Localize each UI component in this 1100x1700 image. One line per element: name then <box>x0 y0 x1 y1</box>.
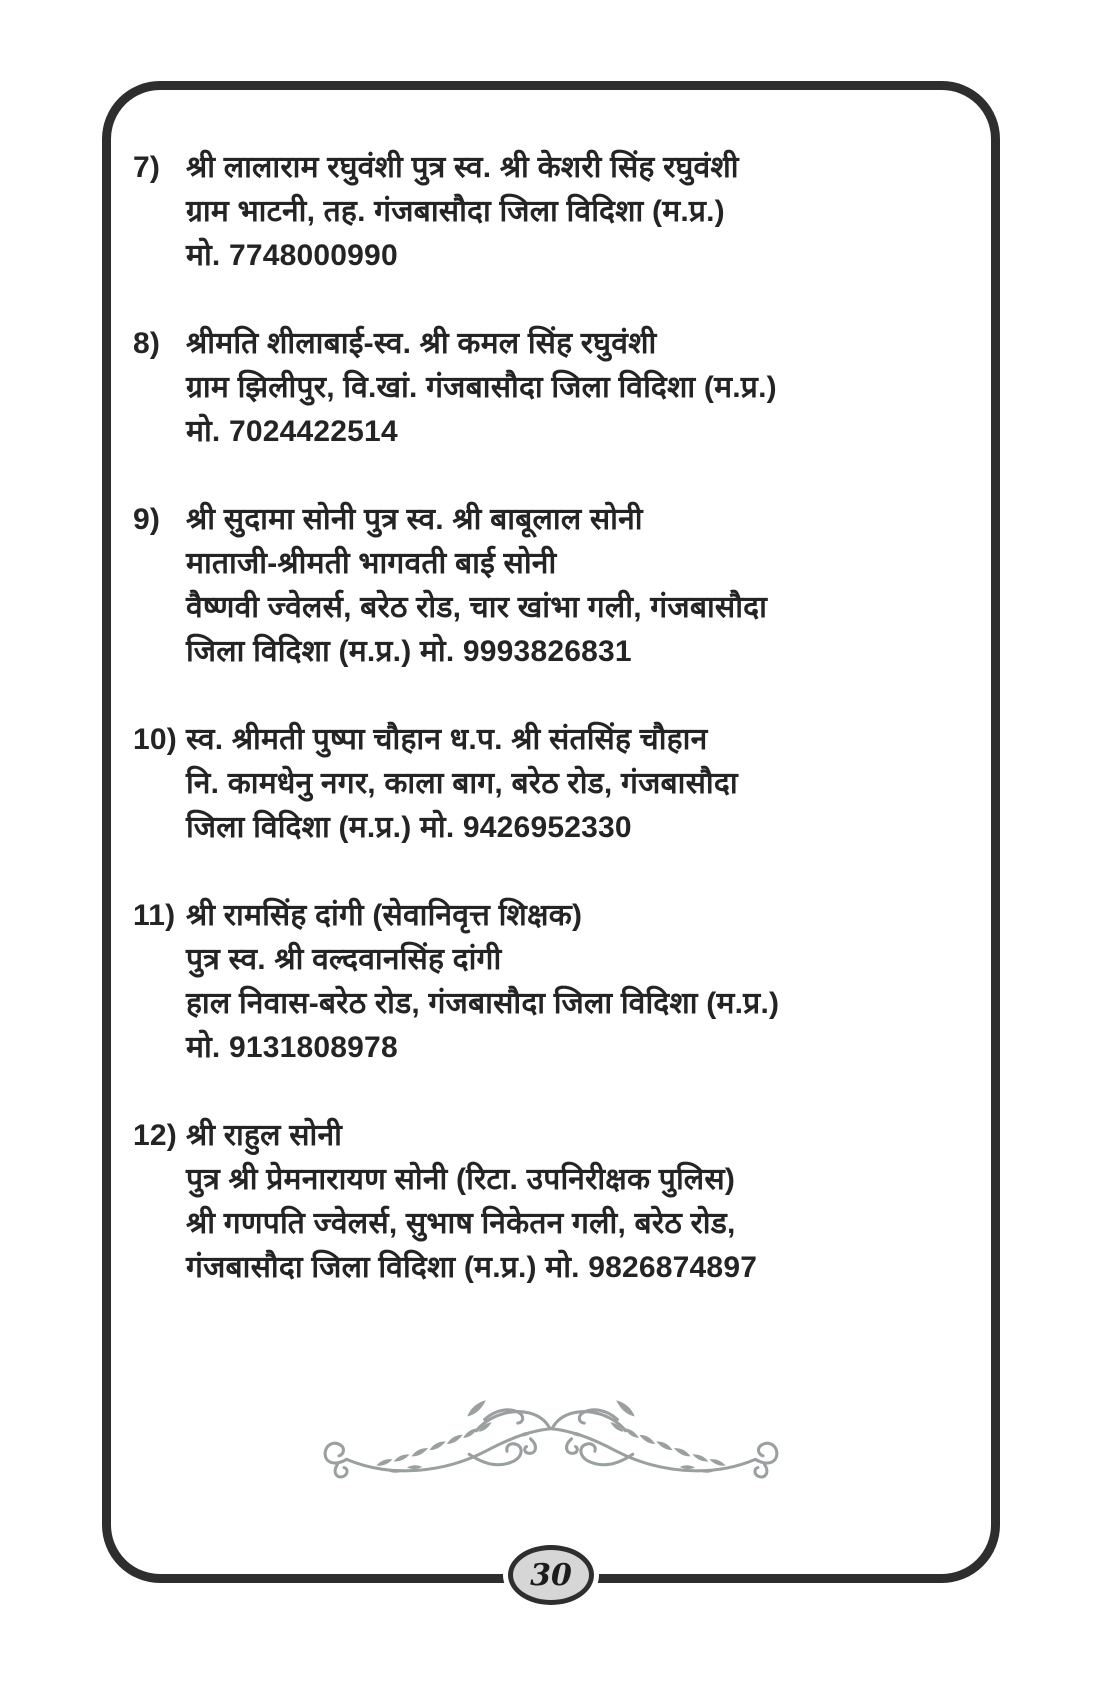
entry-line: ग्राम भाटनी, तह. गंजबासौदा जिला विदिशा (म.प्र.) <box>186 195 725 228</box>
entry-number: 11) <box>133 899 176 932</box>
entry-line: ग्राम झिलीपुर, वि.खां. गंजबासौदा जिला विदिशा (म.प्र.) <box>186 371 777 404</box>
list-item <box>133 718 977 850</box>
entry-line: श्रीमति शीलाबाई-स्व. श्री कमल सिंह रघुवंशी <box>186 327 657 360</box>
entry-line: पुत्र श्री प्रेमनारायण सोनी (रिटा. उपनिरीक्षक पुलिस) <box>186 1163 736 1196</box>
entry-text <box>186 1114 977 1290</box>
entry-line: मो. 9131808978 <box>186 1031 398 1064</box>
entry-line: वैष्णवी ज्वेलर्स, बरेठ रोड, चार खांभा गली, गंजबासौदा <box>186 591 768 624</box>
entry-number: 8) <box>133 327 161 360</box>
entry-line: जिला विदिशा (म.प्र.) मो. 9426952330 <box>186 811 632 844</box>
entry-line: श्री सुदामा सोनी पुत्र स्व. श्री बाबूलाल सोनी <box>186 503 643 536</box>
entry-line: श्री लालाराम रघुवंशी पुत्र स्व. श्री केशरी सिंह रघुवंशी <box>186 151 739 184</box>
entry-line: श्री गणपति ज्वेलर्स, सुभाष निकेतन गली, बरेठ रोड, <box>186 1207 736 1240</box>
entry-line: हाल निवास-बरेठ रोड, गंजबासौदा जिला विदिशा (म.प्र.) <box>186 987 780 1020</box>
entry-number: 12) <box>133 1119 177 1152</box>
entry-text <box>186 718 977 850</box>
floral-flourish-icon <box>316 1399 786 1490</box>
list-item <box>133 146 977 278</box>
entry-line: जिला विदिशा (म.प्र.) मो. 9993826831 <box>186 635 632 668</box>
entry-line: स्व. श्रीमती पुष्पा चौहान ध.प. श्री संतसिंह चौहान <box>186 723 708 756</box>
page-border-frame <box>102 81 1000 1593</box>
entry-line: गंजबासौदा जिला विदिशा (म.प्र.) मो. 9826874897 <box>186 1251 758 1284</box>
entry-text <box>186 146 977 278</box>
entry-text <box>186 498 977 674</box>
entry-number: 7) <box>133 151 161 184</box>
list-item <box>133 322 977 454</box>
entry-line: श्री राहुल सोनी <box>186 1119 343 1152</box>
list-item <box>133 498 977 674</box>
page-number-badge <box>508 1545 594 1605</box>
entry-text <box>186 894 977 1070</box>
page-number: 30 <box>530 1557 572 1593</box>
entry-line: पुत्र स्व. श्री वल्दवानसिंह दांगी <box>186 943 502 976</box>
directory-list <box>111 90 991 1290</box>
entry-text <box>186 322 977 454</box>
entry-number: 9) <box>133 503 161 536</box>
list-item <box>133 894 977 1070</box>
entry-line: मो. 7024422514 <box>186 415 398 448</box>
entry-line: मो. 7748000990 <box>186 239 398 272</box>
entry-line: श्री रामसिंह दांगी (सेवानिवृत्त शिक्षक) <box>186 899 583 932</box>
entry-number: 10) <box>133 723 177 756</box>
list-item <box>133 1114 977 1290</box>
entry-line: माताजी-श्रीमती भागवती बाई सोनी <box>186 547 557 580</box>
entry-line: नि. कामधेनु नगर, काला बाग, बरेठ रोड, गंजबासौदा <box>186 767 738 800</box>
